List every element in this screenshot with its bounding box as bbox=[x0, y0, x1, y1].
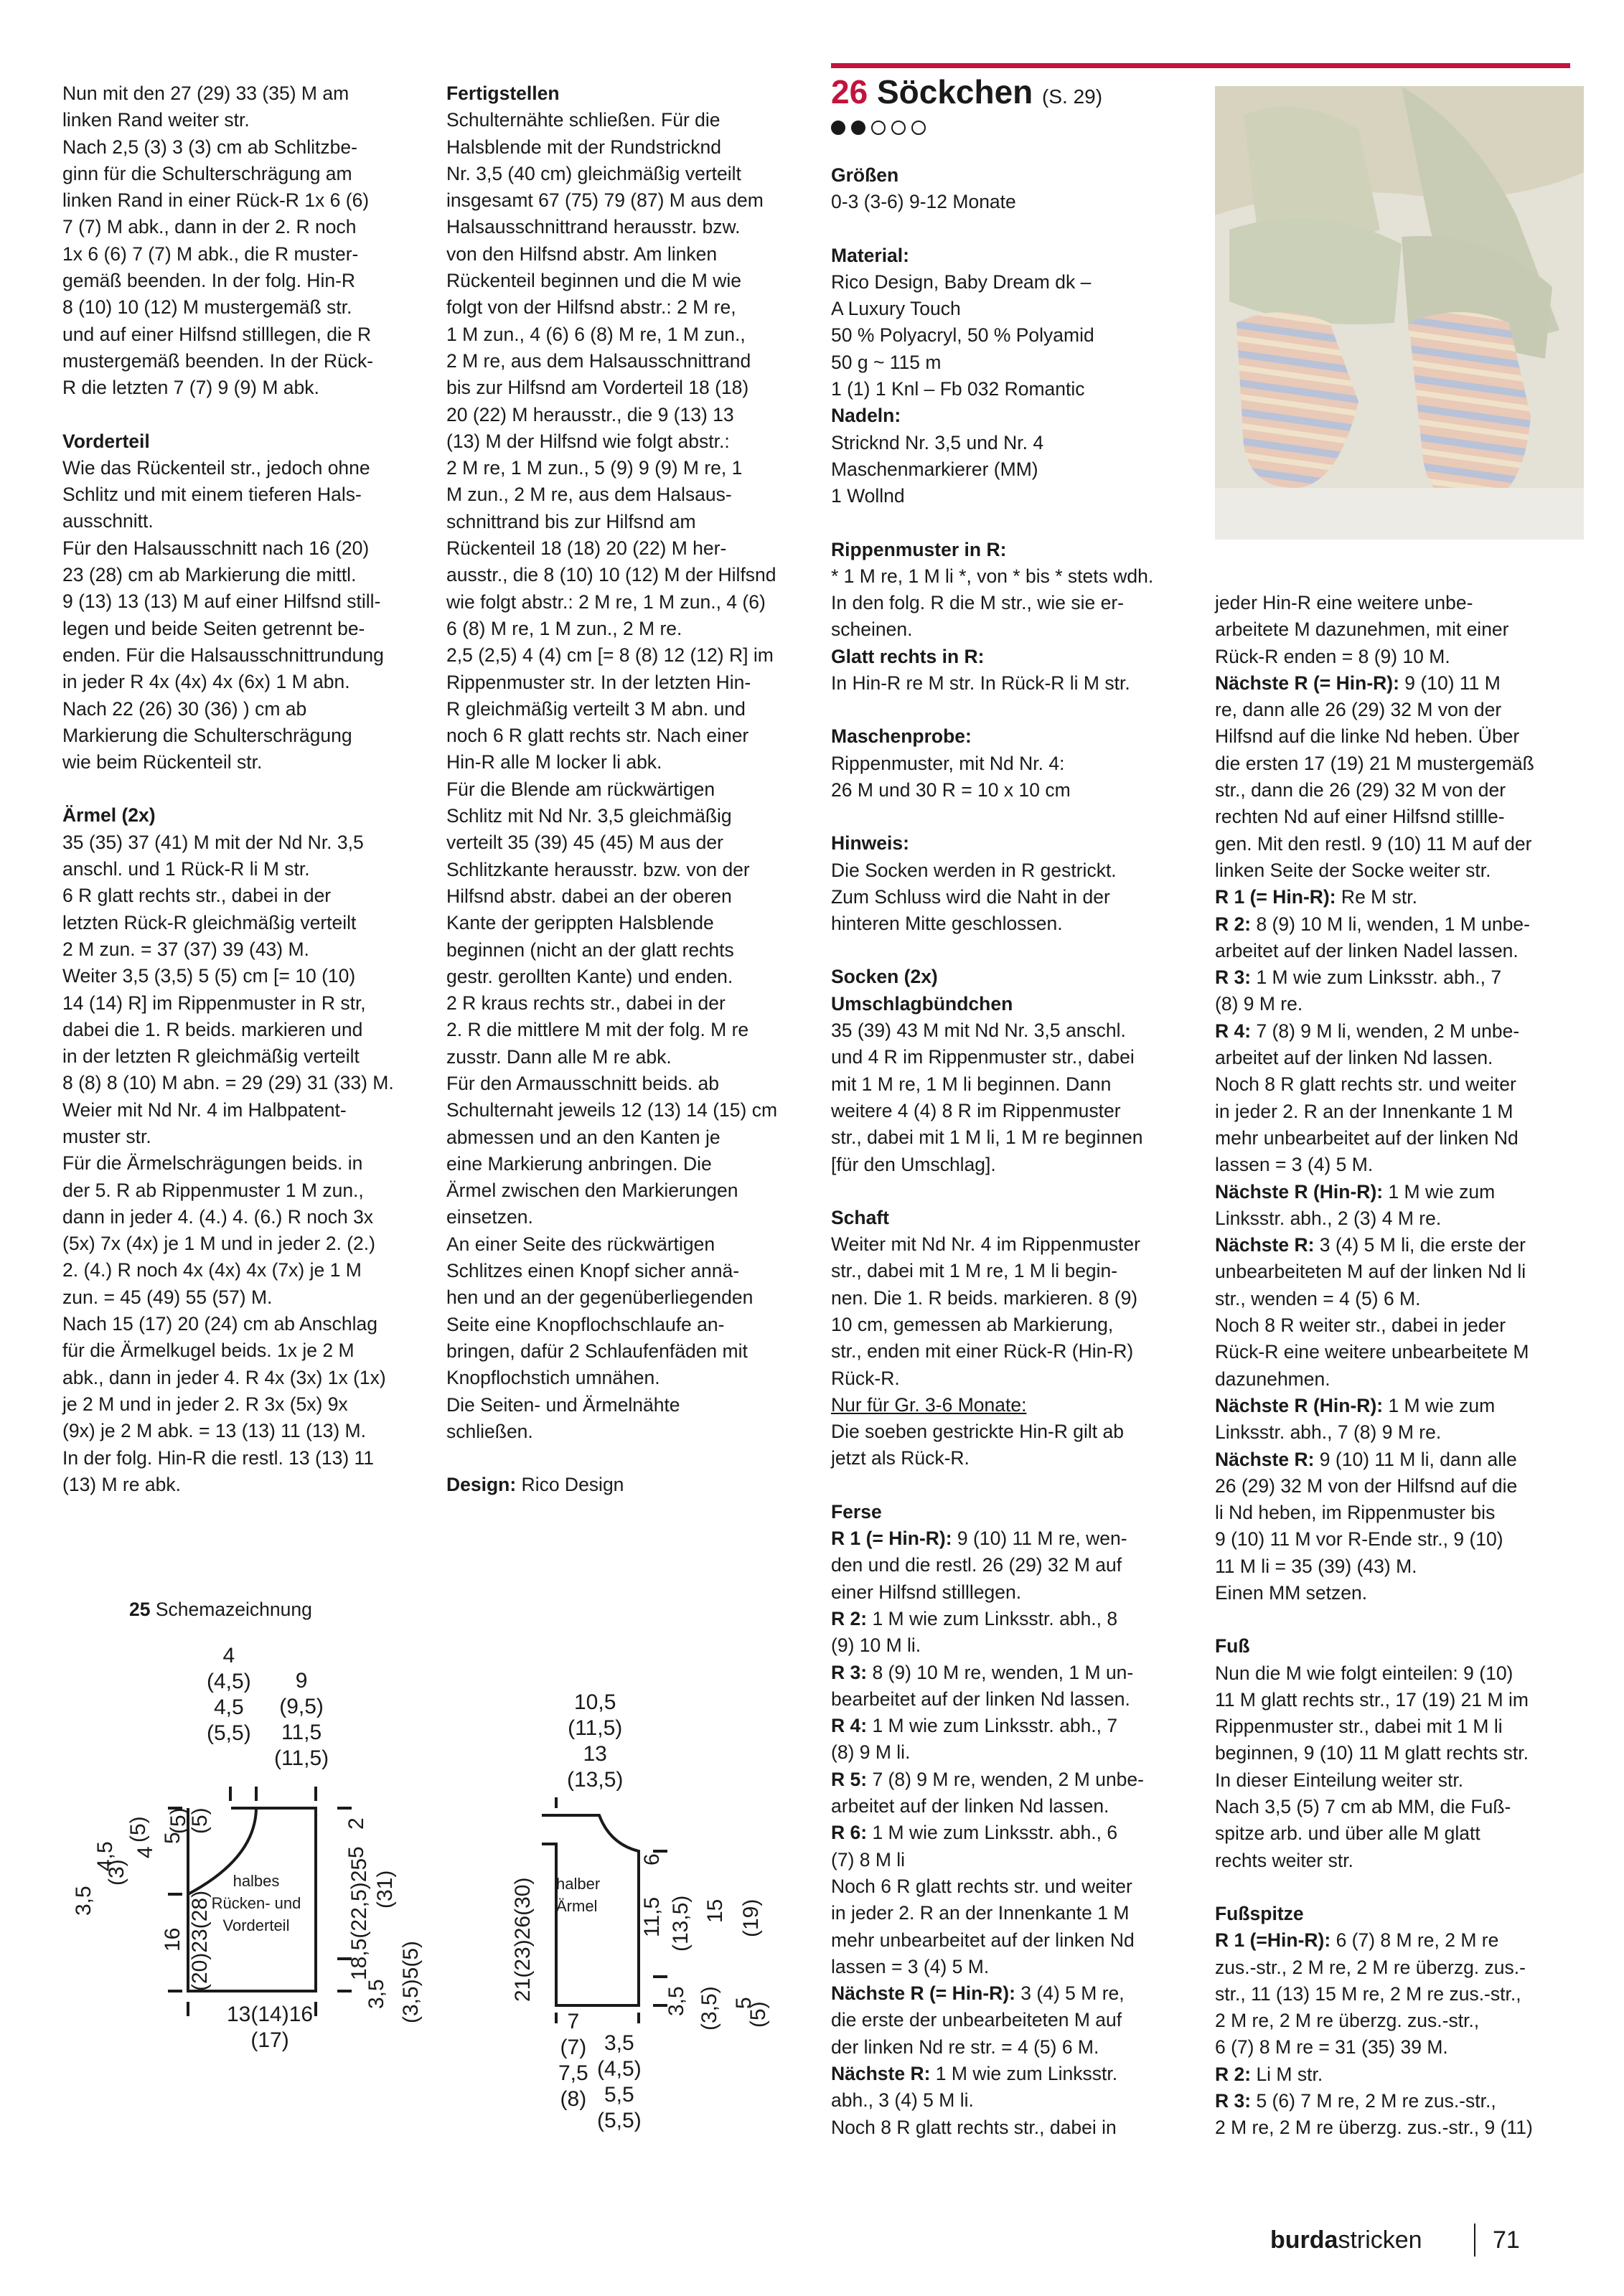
sleeve-right-i: (5) bbox=[746, 2001, 770, 2028]
nur-fuer-text: Die soeben gestrickte Hin-R gilt ab jetzt als Rück-R. bbox=[831, 1421, 1124, 1469]
row-text: 6 (7) 8 M re, 2 M re zus.-str., 2 M re, 2 M re überzg. zus.- str., 11 (13) 15 M re, 2 M re zus.-str., 2 M re, 2 M re überzg. zus.-str., 6 (7) 8 M re = 31 (35) 39 M. bbox=[1215, 1929, 1526, 2059]
sleeve-right-g: (3,5) bbox=[698, 1986, 721, 2031]
schaft-heading: Schaft bbox=[831, 1206, 889, 1228]
row-label: Nächste R: bbox=[831, 2063, 931, 2084]
schema-title-text: Schemazeichnung bbox=[150, 1599, 312, 1620]
body-left-e: 4 bbox=[133, 1846, 157, 1858]
row-label: R 2: bbox=[1215, 913, 1252, 935]
design-value: Rico Design bbox=[516, 1474, 624, 1496]
sleeve-bottom-measure-2: 3,5 (4,5) 5,5 (5,5) bbox=[597, 2031, 642, 2132]
row-text: 7 (8) 9 M li, wenden, 2 M unbe- arbeitet auf der linken Nd lassen. Noch 8 R glatt rechts str. und weiter in jeder 2. R an der Innenkante 1 M mehr unbearbeitet auf der linken Nd lassen = 3 (4) 5 M. bbox=[1215, 1020, 1520, 1176]
row-text: 1 M wie zum Linksstr. abh., 7 (8) 9 M li. bbox=[831, 1715, 1118, 1764]
row-label: R 3: bbox=[1215, 2090, 1252, 2112]
nadeln-heading: Nadeln: bbox=[831, 405, 901, 427]
footer-brand: burda bbox=[1270, 2226, 1338, 2254]
row-label: R 6: bbox=[831, 1822, 868, 1844]
glatt-heading: Glatt rechts in R: bbox=[831, 645, 985, 667]
sleeve-right-c: (13,5) bbox=[669, 1895, 693, 1952]
body-left-big: 16 bbox=[161, 1927, 184, 1952]
sleeve-right-b: 11,5 bbox=[640, 1896, 664, 1937]
body-right-a: 2 bbox=[344, 1817, 368, 1830]
row-text: 1 M wie zum Linksstr. abh., 6 (7) 8 M li Noch 6 R glatt rechts str. und weiter in jeder 2. R an der Innenkante 1 M mehr unbearbeitet auf der linken Nd lassen = 3 (4) 5 M. bbox=[831, 1822, 1135, 1977]
article-number: 26 bbox=[831, 73, 868, 110]
vorderteil-text: Wie das Rückenteil str., jedoch ohne Schlitz und mit einem tieferen Hals- ausschnitt. Für den Halsausschnitt nach 16 (20) 23 (28) cm ab Markierung die mittl. 9 (13) 13 (13) M auf einer Hilfsnd still- legen und beide Seiten getrennt be- enden. Für die Halsausschnittrundung in jeder R 4x (4x) 4x (6x) 1 M abn. Nach 22 (26) 30 (36) ) cm ab Markierung die Schulterschrägung wie beim Rückenteil str. bbox=[62, 456, 384, 773]
sleeve-right-a: 6 bbox=[640, 1853, 664, 1866]
fuss-heading: Fuß bbox=[1215, 1635, 1250, 1657]
row-label: R 4: bbox=[1215, 1020, 1252, 1042]
row-label: R 5: bbox=[831, 1768, 868, 1790]
row-label: Nächste R: bbox=[1215, 1448, 1315, 1470]
article-page-ref: (S. 29) bbox=[1042, 85, 1103, 108]
row-label: R 1 (=Hin-R): bbox=[1215, 1929, 1331, 1952]
row-text: 1 M wie zum Linksstr. abh., 2 (3) 4 M re. bbox=[1215, 1180, 1496, 1229]
nur-fuer-heading: Nur für Gr. 3-6 Monate: bbox=[831, 1393, 1027, 1416]
row-label: Nächste R (Hin-R): bbox=[1215, 1180, 1384, 1203]
row-label: R 2: bbox=[1215, 2063, 1252, 2085]
design-label: Design: bbox=[446, 1474, 517, 1496]
row-text: 3 (4) 5 M li, die erste der unbearbeiteten M auf der linken Nd li str., wenden = 4 (5) 6 M. Noch 8 R weiter str., dabei in jeder Rück-R eine weitere unbearbeitete M dazunehmen. bbox=[1215, 1234, 1529, 1390]
body-left-d: (5) bbox=[126, 1816, 150, 1843]
material-text: Rico Design, Baby Dream dk – A Luxury Touch 50 % Polyacryl, 50 % Polyamid 50 g ~ 115 m 1 (1) 1 Knl – Fb 032 Romantic bbox=[831, 270, 1094, 400]
row-text: Re M str. bbox=[1336, 886, 1417, 908]
fuss-text: Nun die M wie folgt einteilen: 9 (10) 11 M glatt rechts str., 17 (19) 21 M im Rippenmuster str., dabei mit 1 M li beginnen, 9 (10) 11 M glatt rechts str. In dieser Einteilung weiter str. Nach 3,5 (5) 7 cm ab MM, die Fuß- spitze arb. und über alle M glatt rechts weiter str. bbox=[1215, 1662, 1529, 1871]
schaft-text: Weiter mit Nd Nr. 4 im Rippenmuster str., dabei mit 1 M re, 1 M li begin- nen. Die 1. R beids. markieren. 8 (9) 10 cm, gemessen ab Markierung, str., enden mit einer Rück-R (Hin-R) Rück-R. bbox=[831, 1233, 1140, 1389]
row-text: 9 (10) 11 M li, dann alle 26 (29) 32 M von der Hilfsnd auf die li Nd heben, im Rippenmuster bis 9 (10) 11 M vor R-Ende str., 9 (10) 11 M li = 35 (39) (43) M. Einen MM setzen. bbox=[1215, 1448, 1518, 1604]
row-text: 1 M wie zum Linksstr. abh., 3 (4) 5 M li. Noch 8 R glatt rechts str., dabei in bbox=[831, 2063, 1118, 2138]
rippenmuster-text: * 1 M re, 1 M li *, von * bis * stets wdh. In den folg. R die M str., wie sie er- scheinen. bbox=[831, 565, 1154, 641]
row-text: 9 (10) 11 M re, dann alle 26 (29) 32 M von der Hilfsnd auf die linke Nd heben. Über die ersten 17 (19) 21 M mustergemäß str., dann die 26 (29) 32 M von der rechten Nd auf einer Hilfsnd stillle- gen. Mit den restl. 9 (10) 11 M auf der linken Seite der Socke weiter str. bbox=[1215, 672, 1534, 881]
row-text: 1 M wie zum Linksstr. abh., 7 (8) 9 M re. bbox=[1215, 1394, 1496, 1444]
body-left-f: (5) bbox=[166, 1807, 190, 1834]
aermel-text: 35 (35) 37 (41) M mit der Nd Nr. 3,5 anschl. und 1 Rück-R li M str. 6 R glatt rechts str., dabei in der letzten Rück-R gleichmäßig verteilt 2 M zun. = 37 (37) 39 (43) M. Weiter 3,5 (3,5) 5 (5) cm [= 10 (10) 14 (14) R] im Rippenmuster in R str, dabei die 1. R beids. markieren und in der letzten R gleichmäßig verteilt 8 (8) 8 (10) M abn. = 29 (29) 31 (33) M. Weier mit Nd Nr. 4 im Halbpatent- muster str. Für die Ärmelschrägungen beids. in der 5. R ab Rippenmuster 1 M zun., dann in jeder 4. (4.) 4. (6.) R noch 3x (5x) 7x (4x) je 1 M und in jeder 2. (2.) 2. (4.) R noch 4x (4x) 4x (7x) je 1 M zun. = 45 (49) 55 (57) M. Nach 15 (17) 20 (24) cm ab Anschlag für die Ärmelkugel beids. 1x je 2 M abk., dann in jeder 4. R 4x (3x) 1x (1x) je 2 M und in jeder 2. R 3x (5x) 9x (9x) je 2 M abk. = 13 (13) 11 (13) M. In der folg. Hin-R die restl. 13 (13) 11 (13) M re abk. bbox=[62, 831, 394, 1495]
body-inner-label: halbes Rücken- und Vorderteil bbox=[211, 1872, 301, 1934]
footer-brand-2: stricken bbox=[1338, 2226, 1422, 2254]
row-text: 7 (8) 9 M re, wenden, 2 M unbe- arbeitet auf der linken Nd lassen. bbox=[831, 1768, 1144, 1817]
body-right-e: 3,5 bbox=[365, 1979, 388, 2009]
row-label: Nächste R (= Hin-R): bbox=[1215, 672, 1399, 694]
row-text: jeder Hin-R eine weitere unbe- arbeitete M dazunehmen, mit einer Rück-R enden = 8 (9) 10 M. bbox=[1215, 592, 1509, 667]
body-bottom-measure: 13(14)16 (17) bbox=[227, 2003, 314, 2052]
groessen-heading: Größen bbox=[831, 164, 899, 186]
ferse-heading: Ferse bbox=[831, 1500, 882, 1523]
sleeve-top-measure: 10,5 (11,5) 13 (13,5) bbox=[567, 1690, 624, 1792]
vorderteil-heading: Vorderteil bbox=[62, 430, 150, 452]
fertigstellen-heading: Fertigstellen bbox=[446, 83, 560, 104]
glatt-text: In Hin-R re M str. In Rück-R li M str. bbox=[831, 672, 1130, 695]
nadeln-text: Stricknd Nr. 3,5 und Nr. 4 Maschenmarkierer (MM) 1 Wollnd bbox=[831, 431, 1044, 507]
fussspitze-heading: Fußspitze bbox=[1215, 1902, 1304, 1924]
row-label: R 4: bbox=[831, 1715, 868, 1737]
socken-text: 35 (39) 43 M mit Nd Nr. 3,5 anschl. und 4 R im Rippenmuster str., dabei mit 1 M re, 1 M li beginnen. Dann weitere 4 (4) 8 R im Rippenmuster str., dabei mit 1 M li, 1 M re beginnen [für den Umschlag]. bbox=[831, 1020, 1143, 1175]
row-text: 1 M wie zum Linksstr. abh., 7 (8) 9 M re. bbox=[1215, 966, 1502, 1015]
maschenprobe-text: Rippenmuster, mit Nd Nr. 4: 26 M und 30 R = 10 x 10 cm bbox=[831, 752, 1071, 801]
fertigstellen-text: Schulternähte schließen. Für die Halsblende mit der Rundstricknd Nr. 3,5 (40 cm) gleichmäßig verteilt insgesamt 67 (75) 79 (87) M aus dem Halsausschnittrand herausstr. bzw. von den Hilfsnd abstr. Am linken Rückenteil beginnen und die M wie folgt von der Hilfsnd abstr.: 2 M re, 1 M zun., 4 (6) 6 (8) M re, 1 M zun., 2 M re, aus dem Halsausschnittrand bis zur Hilfsnd am Vorderteil 18 (18) 20 (22) M herausstr., die 9 (13) 13 (13) M der Hilfsnd wie folgt abstr.: 2 M re, 1 M zun., 5 (9) 9 (9) M re, 1 M zun., 2 M re, aus dem Halsaus- schnittrand bis zur Hilfsnd am Rückenteil 18 (18) 20 (22) M her- ausstr., die 8 (10) 10 (12) M der Hilfsnd wie folgt abstr.: 2 M re, 1 M zun., 4 (6) 6 (8) M re, 1 M zun., 2 M re. 2,5 (2,5) 4 (4) cm [= 8 (8) 12 (12) R] im Rippenmuster str. In der letzten Hin- R gleichmäßig verteilt 3 M abn. und noch 6 R glatt rechts str. Nach einer Hin-R alle M locker li abk. Für die Blende am rückwärtigen Schlitz mit Nd Nr. 3,5 gleichmäßig verteilt 35 (39) 45 (45) M aus der Schlitzkante herausstr. bzw. von der Hilfsnd abstr. dabei an der oberen Kante der gerippten Halsblende beginnen (nicht an der glatt rechts gestr. gerollten Kante) und enden. 2 R kraus rechts str., dabei in der 2. R die mittlere M mit der folg. M re zusstr. Dann alle M re abk. Für den Armausschnitt beids. ab Schulternaht jeweils 12 (13) 14 (15) cm abmessen und an den Kanten je eine Markierung anbringen. Die Ärmel zwischen den Markierungen einsetzen. An einer Seite des rückwärtigen Schlitzes einen Knopf sicher annä- hen und an der gegenüberliegenden Seite eine Knopflochschlaufe an- bringen, dafür 2 Schlaufenfäden mit Knopflochstich umnähen. Die Seiten- und Ärmelnähte schließen. bbox=[446, 109, 778, 1442]
row-text: 3 (4) 5 M re, die erste der unbearbeiteten M auf der linken Nd re str. = 4 (5) 6 M. bbox=[831, 1982, 1125, 2058]
body-left-h: (5) bbox=[188, 1807, 212, 1834]
row-label: R 1 (= Hin-R): bbox=[1215, 886, 1336, 908]
row-label: R 3: bbox=[1215, 966, 1252, 989]
row-label: Nächste R (Hin-R): bbox=[1215, 1394, 1384, 1416]
row-label: Nächste R (= Hin-R): bbox=[831, 1982, 1015, 2005]
sleeve-right-d: 15 bbox=[703, 1899, 727, 1923]
body-left-b: (3) bbox=[105, 1859, 128, 1886]
body-left-c: 4,5 bbox=[93, 1841, 117, 1871]
rueckenteil-continued: Nun mit den 27 (29) 33 (35) M am linken Rand weiter str. Nach 2,5 (3) 3 (3) cm ab Schlitzbe- ginn für die Schulterschrägung am linken Rand in einer Rück-R 1x 6 (6) 7 (7) M abk., dann in der 2. R noch 1x 6 (6) 7 (7) M abk., die R muster- gemäß beenden. In der folg. Hin-R 8 (10) 10 (12) M mustergemäß str. und auf einer Hilfsnd stilllegen, die R mustergemäß beenden. In der Rück- R die letzten 7 (7) 9 (9) M abk. bbox=[62, 83, 374, 399]
groessen-text: 0-3 (3-6) 9-12 Monate bbox=[831, 191, 1016, 213]
body-right-f: (3,5)5(5) bbox=[399, 1940, 423, 2023]
body-left-big2: (20)23(28) bbox=[188, 1890, 212, 1991]
row-label: Nächste R: bbox=[1215, 1234, 1315, 1256]
material-heading: Material: bbox=[831, 244, 909, 266]
body-right-c: 18,5(22,5)25 bbox=[347, 1858, 371, 1980]
body-left-a: 3,5 bbox=[72, 1886, 95, 1916]
body-right-b: 5 bbox=[344, 1846, 368, 1858]
row-text: 9 (10) 11 M re, wen- den und die restl. 26 (29) 32 M auf einer Hilfsnd stilllegen. bbox=[831, 1528, 1127, 1603]
socken-heading: Socken (2x) Umschlagbündchen bbox=[831, 966, 1013, 1015]
maschenprobe-heading: Maschenprobe: bbox=[831, 725, 972, 748]
footer-divider bbox=[1474, 2224, 1475, 2257]
rippenmuster-heading: Rippenmuster in R: bbox=[831, 538, 1007, 560]
body-top-measure-2: 9 (9,5) 11,5 (11,5) bbox=[274, 1669, 329, 1770]
sleeve-right-e: (19) bbox=[739, 1899, 763, 1937]
sleeve-right-f: 3,5 bbox=[665, 1986, 688, 2016]
body-right-d: (31) bbox=[373, 1870, 397, 1909]
sleeve-left-measure: 21(23)26(30) bbox=[511, 1877, 535, 2002]
page-footer bbox=[1270, 2226, 1520, 2254]
row-text: Li M str. bbox=[1251, 2063, 1323, 2085]
row-text: 1 M wie zum Linksstr. abh., 8 (9) 10 M li. bbox=[831, 1607, 1118, 1657]
sleeve-bottom-measure-1: 7 (7) 7,5 (8) bbox=[558, 2010, 588, 2111]
row-text: 8 (9) 10 M li, wenden, 1 M unbe- arbeitet auf der linken Nadel lassen. bbox=[1215, 913, 1530, 961]
aermel-heading: Ärmel (2x) bbox=[62, 804, 156, 827]
body-top-measure-1: 4 (4,5) 4,5 (5,5) bbox=[207, 1644, 251, 1745]
sleeve-inner-label: halber Ärmel bbox=[556, 1875, 601, 1915]
row-text: 8 (9) 10 M re, wenden, 1 M un- bearbeitet auf der linken Nd lassen. bbox=[831, 1661, 1134, 1710]
body-left-g: 5 bbox=[161, 1832, 184, 1844]
row-label: R 1 (= Hin-R): bbox=[831, 1528, 952, 1550]
sleeve-right-h: 5 bbox=[732, 1997, 756, 2009]
row-label: R 3: bbox=[831, 1661, 868, 1683]
row-text: 5 (6) 7 M re, 2 M re zus.-str., 2 M re, 2 M re überzg. zus.-str., 9 (11) bbox=[1215, 2090, 1533, 2139]
hinweis-text: Die Socken werden in R gestrickt. Zum Schluss wird die Naht in der hinteren Mitte geschlossen. bbox=[831, 859, 1117, 935]
hinweis-heading: Hinweis: bbox=[831, 832, 909, 855]
page-number: 71 bbox=[1493, 2226, 1520, 2254]
row-label: R 2: bbox=[831, 1607, 868, 1629]
article-name: Söckchen bbox=[876, 73, 1033, 110]
schema-number: 25 bbox=[129, 1599, 151, 1620]
